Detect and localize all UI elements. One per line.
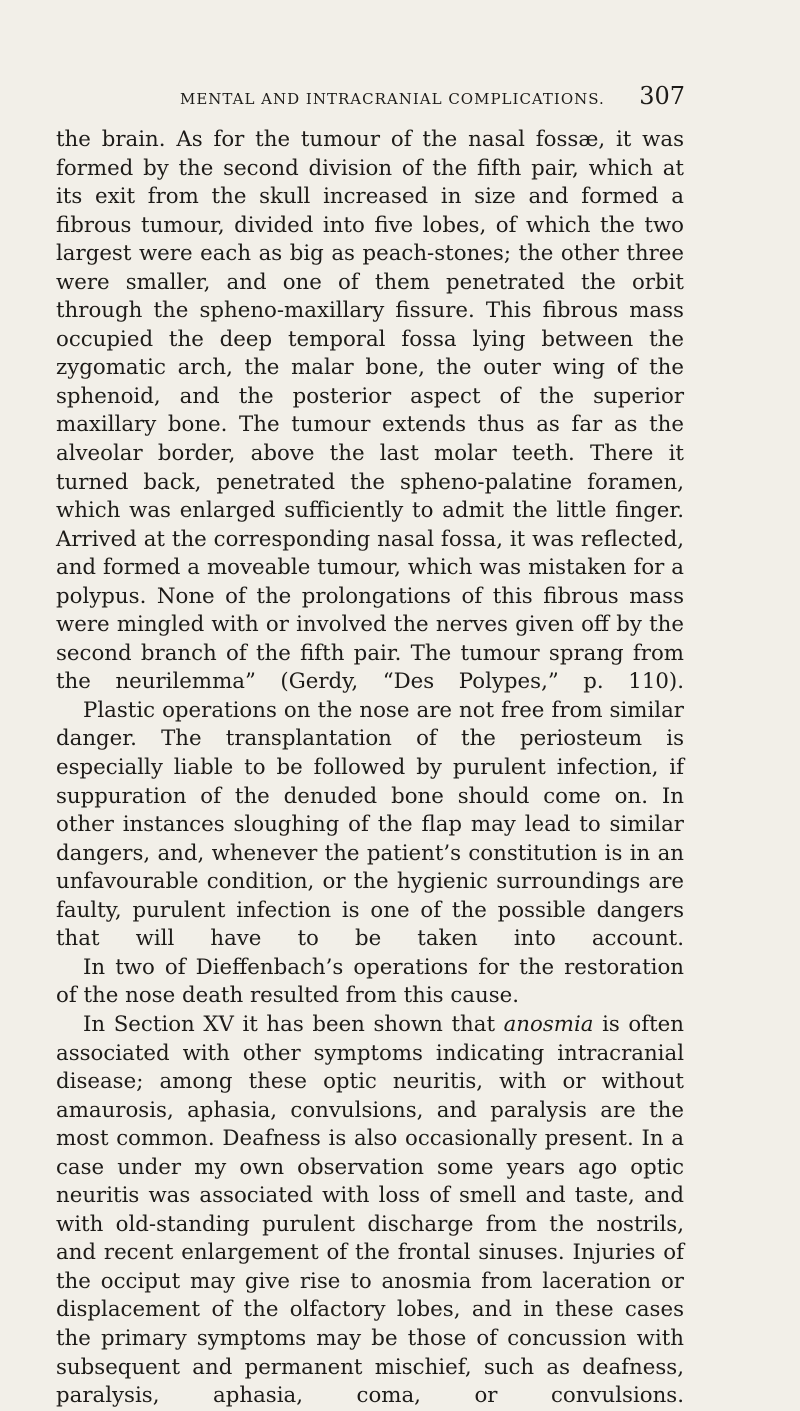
body-text [56, 126, 684, 1411]
paragraph-anosmia-start: In Section XV it has been shown that [83, 1011, 504, 1037]
emphasis-anosmia: anosmia [503, 1011, 594, 1037]
paragraph-dieffenbach: In two of Dieffenbach’s operations for the restoration of the nose death resulted from this cause. [56, 954, 684, 1009]
paragraph-anosmia-rest: is often associated with other symptoms indicating intracranial disease; among these optic neuritis, with or without amaurosis, aphasia, convulsions, and paralysis are the most common. Deafness is also occasionally present. In a case under my own observation some years ago optic neuritis was associated with loss of smell and taste, and with old-standing purulent discharge from the nostrils, and recent enlargement of the frontal sinuses. Injuries of the occiput may give rise to anosmia from laceration or displacement of the olfactory lobes, and in these cases the primary symptoms may be those of concussion with subsequent and permanent mischief, such as deafness, paralysis, aphasia, coma, or convulsions. [56, 1011, 684, 1409]
running-head: MENTAL AND INTRACRANIAL COMPLICATIONS. [180, 90, 605, 108]
paragraph-plastic-operations: Plastic operations on the nose are not free from similar danger. The transplantation of the periosteum is especially liable to be followed by purulent infection, if suppuration of the denuded bone should come on. In other instances sloughing of the flap may lead to similar dangers, and, whenever the patient’s constitution is in an unfavourable condition, or the hygienic surroundings are faulty, purulent infection is one of the possible dangers that will have to be taken into account. [56, 697, 684, 952]
page-number: 307 [639, 82, 685, 110]
paragraph-anosmia [56, 1011, 684, 1411]
paragraph-continuation: the brain. As for the tumour of the nasal fossæ, it was formed by the second division of the fifth pair, which at its exit from the skull increased in size and formed a fibrous tumour, divided into five lobes, of which the two largest were each as big as peach-stones; the other three were smaller, and one of them penetrated the orbit through the spheno-maxillary fissure. This fibrous mass occupied the deep temporal fossa lying between the zygomatic arch, the malar bone, the outer wing of the sphenoid, and the posterior aspect of the superior maxillary bone. The tumour extends thus as far as the alveolar border, above the last molar teeth. There it turned back, penetrated the spheno-palatine foramen, which was enlarged sufficiently to admit the little finger. Arrived at the corresponding nasal fossa, it was reflected, and formed a moveable tumour, which was mistaken for a polypus. None of the prolongations of this fibrous mass were mingled with or involved the nerves given off by the second branch of the fifth pair. The tumour sprang from the neurilemma” (Gerdy, “Des Polypes,” p. 110). [56, 127, 684, 695]
page-header [130, 82, 685, 116]
